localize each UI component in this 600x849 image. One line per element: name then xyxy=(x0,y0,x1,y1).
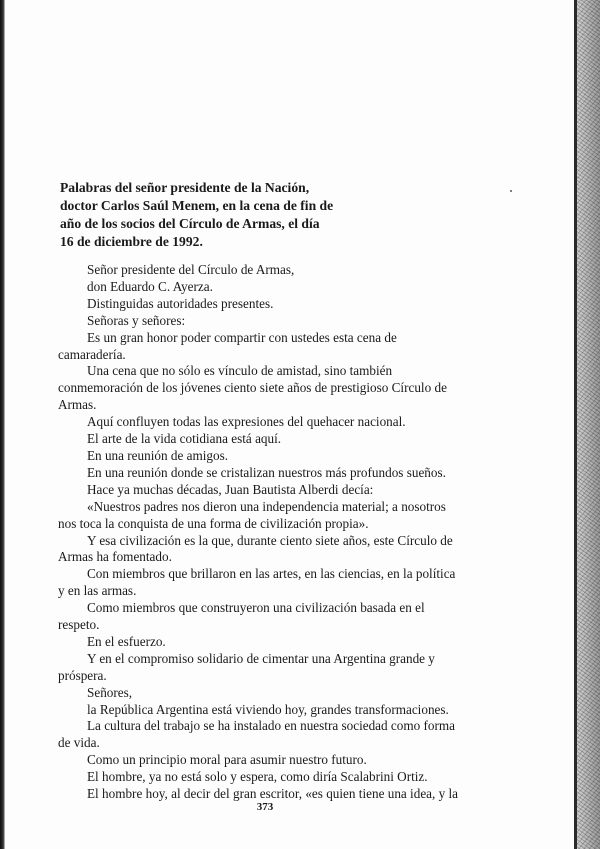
body-line: En una reunión de amigos. xyxy=(87,447,228,463)
body-line: próspera. xyxy=(58,667,107,683)
title-line: 16 de diciembre de 1992. xyxy=(60,234,203,249)
scan-right-edge xyxy=(574,0,600,849)
title-line: doctor Carlos Saúl Menem, en la cena de fin de xyxy=(60,198,334,213)
title-line: año de los socios del Círculo de Armas, el día xyxy=(60,216,320,231)
body-line: Señor presidente del Círculo de Armas, xyxy=(87,262,295,277)
body-line: de vida. xyxy=(58,735,100,751)
body-line: Como un principio moral para asumir nuestro futuro. xyxy=(87,752,367,768)
body-line: Hace ya muchas décadas, Juan Bautista Alberdi decía: xyxy=(87,481,374,497)
scan-speck xyxy=(510,190,512,192)
body-line: respeto. xyxy=(58,617,100,633)
body-line: Una cena que no sólo es vínculo de amistad, sino también xyxy=(87,363,393,379)
body-line: Señoras y señores: xyxy=(87,312,186,328)
body-line: Como miembros que construyeron una civilización basada en el xyxy=(87,600,425,616)
body-line: El hombre, ya no está solo y espera, como diría Scalabrini Ortiz. xyxy=(87,769,428,785)
body-line: El arte de la vida cotidiana está aquí. xyxy=(87,431,282,447)
page-number: 373 xyxy=(256,801,274,813)
body-line: y en las armas. xyxy=(58,583,137,599)
body-line: Con miembros que brillaron en las artes, en las ciencias, en la política xyxy=(87,566,456,582)
body-line: Armas ha fomentado. xyxy=(58,549,172,565)
body-line: El hombre hoy, al decir del gran escritor, «es quien tiene una idea, y la xyxy=(87,786,459,802)
body-line: camaradería. xyxy=(58,346,126,362)
body-line: Señores, xyxy=(87,684,133,700)
speech-title xyxy=(60,179,360,251)
body-line: En una reunión donde se cristalizan nuestros más profundos sueños. xyxy=(87,464,446,480)
body-line: la República Argentina está viviendo hoy, grandes transformaciones. xyxy=(87,701,449,717)
body-line: nos toca la conquista de una forma de civilización propia». xyxy=(58,515,369,531)
body-line: Aquí confluyen todas las expresiones del quehacer nacional. xyxy=(87,414,406,430)
body-line: Es un gran honor poder compartir con ustedes esta cena de xyxy=(87,329,397,345)
scan-left-edge xyxy=(0,0,5,849)
body-line: «Nuestros padres nos dieron una independencia material; a nosotros xyxy=(87,498,446,514)
body-line: Y esa civilización es la que, durante ciento siete años, este Círculo de xyxy=(87,532,453,548)
body-line: La cultura del trabajo se ha instalado en nuestra sociedad como forma xyxy=(87,718,456,734)
body-line: Armas. xyxy=(58,397,97,413)
speech-body xyxy=(58,262,478,803)
body-line: Distinguidas autoridades presentes. xyxy=(87,295,274,311)
body-line: don Eduardo C. Ayerza. xyxy=(87,278,213,294)
body-line: conmemoración de los jóvenes ciento siete años de prestigioso Círculo de xyxy=(58,380,447,396)
body-line: Y en el compromiso solidario de cimentar una Argentina grande y xyxy=(87,650,435,666)
title-line: Palabras del señor presidente de la Nación, xyxy=(60,180,310,195)
body-line: En el esfuerzo. xyxy=(87,633,166,649)
